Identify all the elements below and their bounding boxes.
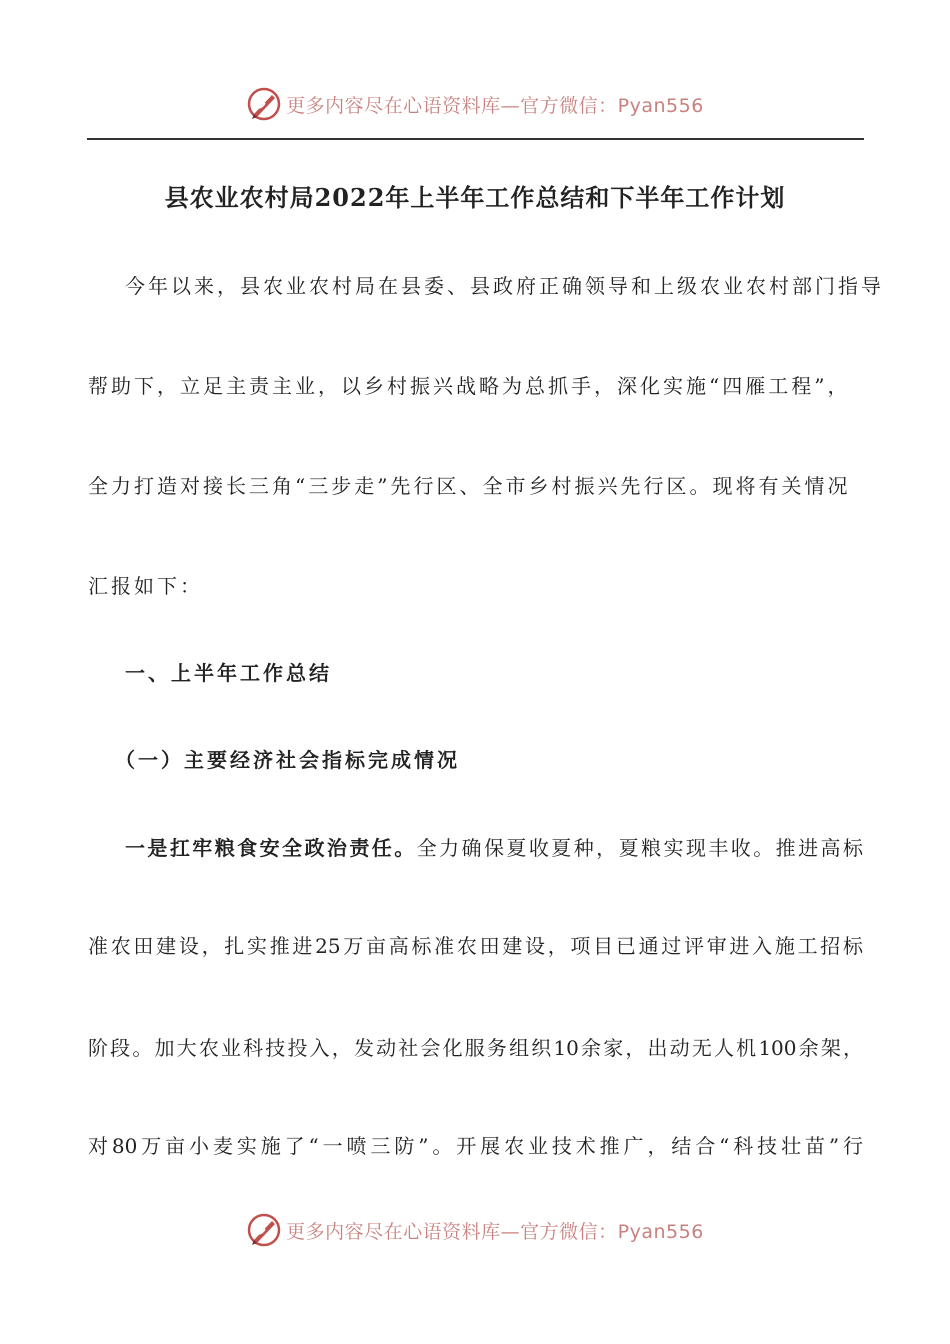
watermark-label: 更多内容尽在心语资料库—官方微信： [286, 94, 618, 117]
paragraph-line: 对80万亩小麦实施了“一喷三防”。开展农业技术推广，结合“科技壮苗”行 [88, 1134, 863, 1158]
paragraph-lead: 一是扛牢粮食安全政治责任。 [125, 836, 417, 860]
paragraph-line: 阶段。加大农业科技投入，发动社会化服务组织10余家，出动无人机100余架， [88, 1036, 863, 1060]
paragraph-line: 帮助下，立足主责主业，以乡村振兴战略为总抓手，深化实施“四雁工程”， [88, 374, 851, 398]
paragraph-line: 今年以来，县农业农村局在县委、县政府正确领导和上级农业农村部门指导 [125, 274, 884, 298]
watermark-text [286, 91, 704, 118]
paragraph-line: 全力打造对接长三角“三步走”先行区、全市乡村振兴先行区。现将有关情况 [88, 474, 851, 498]
watermark-wechat-id: Pyan556 [617, 94, 704, 117]
paragraph-line [125, 834, 863, 862]
paragraph-lead-rest: 全力确保夏收夏种，夏粮实现丰收。推进高标 [416, 836, 863, 860]
watermark-text [286, 1217, 704, 1244]
subsection-heading: （一）主要经济社会指标完成情况 [115, 748, 460, 772]
pen-logo-icon [246, 86, 282, 122]
watermark-top [0, 84, 950, 124]
section-heading: 一、上半年工作总结 [125, 661, 332, 685]
paragraph-line: 汇报如下： [88, 574, 203, 598]
document-title: 县农业农村局2022年上半年工作总结和下半年工作计划 [164, 183, 786, 212]
watermark-wechat-id: Pyan556 [617, 1220, 704, 1243]
watermark-label: 更多内容尽在心语资料库—官方微信： [286, 1220, 618, 1243]
paragraph-line: 准农田建设，扎实推进25万亩高标准农田建设，项目已通过评审进入施工招标 [88, 934, 863, 958]
pen-logo-icon [246, 1212, 282, 1248]
header-rule [87, 138, 864, 140]
watermark-bottom [0, 1210, 950, 1250]
